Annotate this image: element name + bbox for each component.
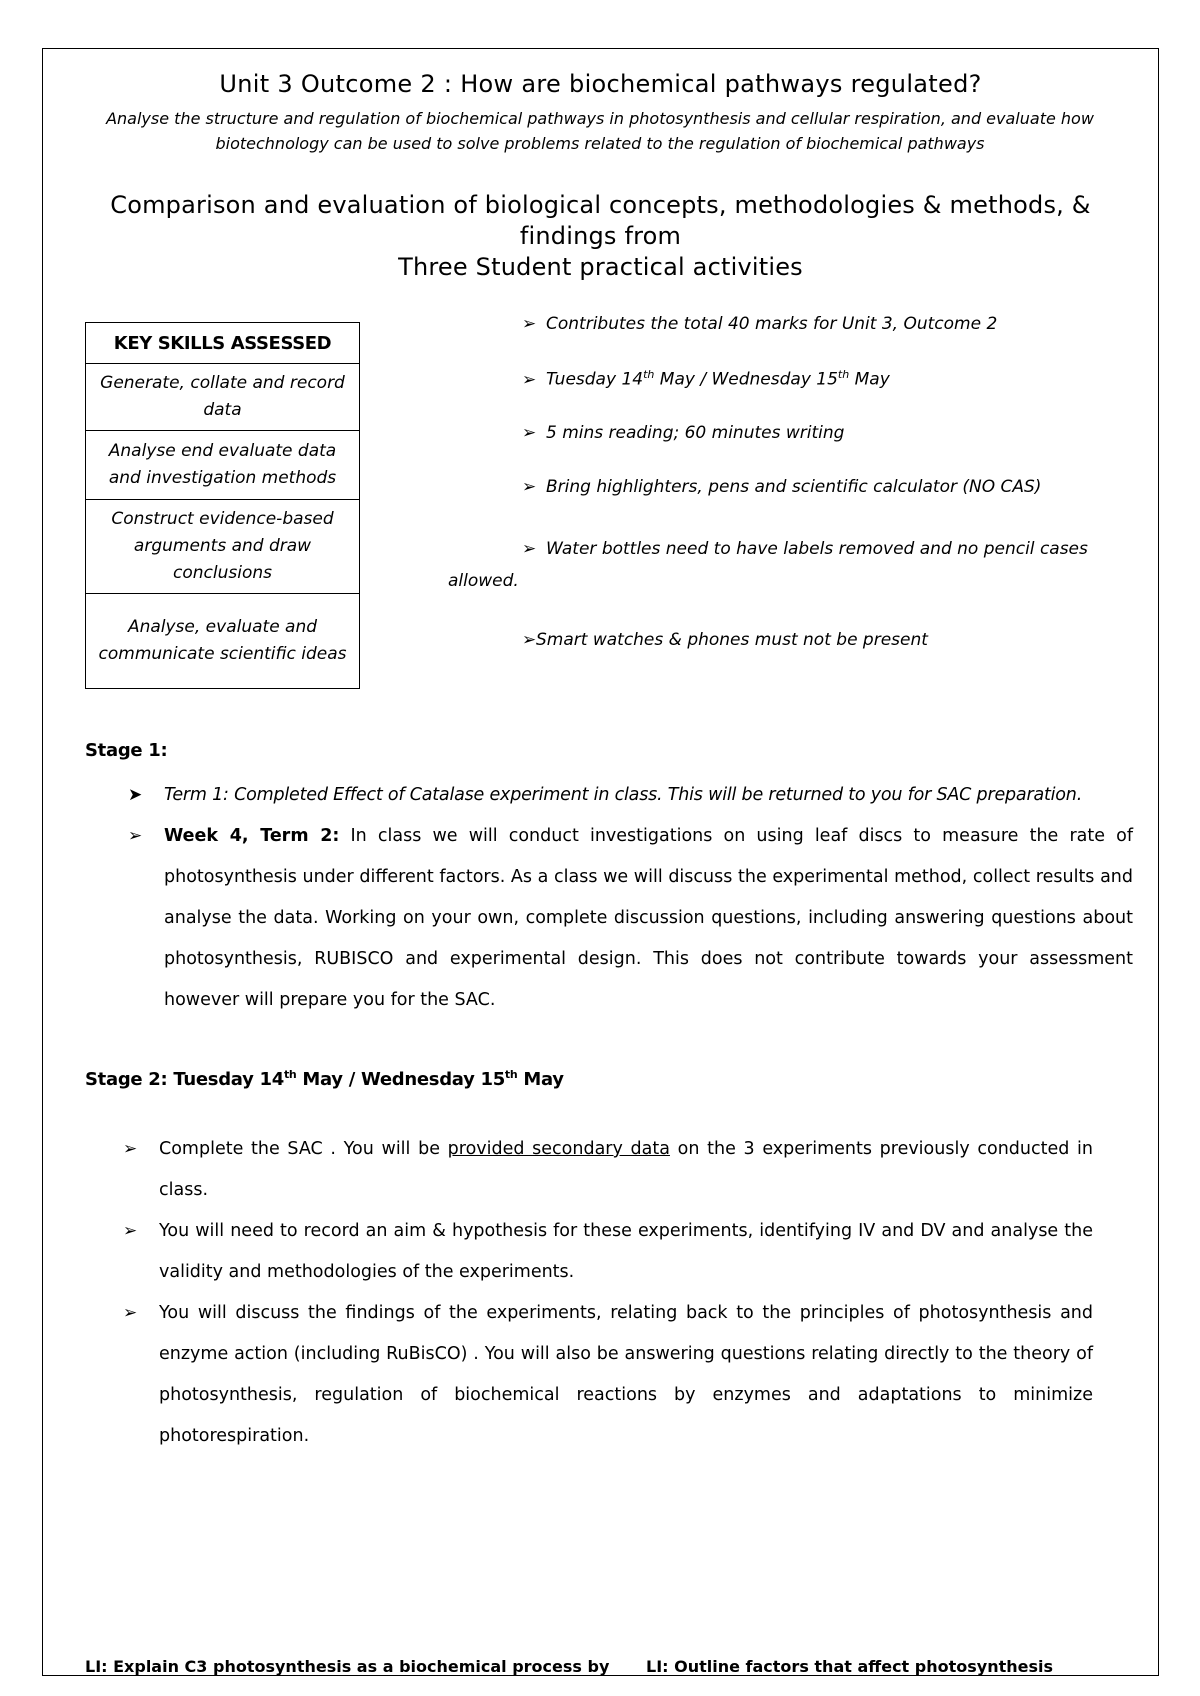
key-skill-cell: Generate, collate and record data [86,364,360,431]
list-item [123,1211,1093,1293]
ordinal-suffix: th [837,368,850,381]
arrow-bullet-icon: ➢ [522,477,537,497]
section-heading-line-1: Comparison and evaluation of biological concepts, methodologies & methods, & [110,191,1091,219]
info-bullet-text: Bring highlighters, pens and scientific calculator (NO CAS) [546,477,1042,497]
learning-intention-right: LI: Outline factors that affect photosynthesis [646,1657,1054,1676]
learning-intention-left: LI: Explain C3 photosynthesis as a biochemical process by [85,1657,610,1676]
list-item [123,1293,1093,1457]
info-bullet-continuation: allowed. [448,571,519,591]
arrow-bullet-icon: ➢ [123,1139,138,1159]
outcome-description [80,106,1120,156]
info-bullet [522,630,928,650]
key-skill-cell: Analyse, evaluate and communicate scientific ideas [86,594,360,689]
stage-2-heading [85,1068,564,1090]
list-item [123,1129,1093,1211]
ordinal-suffix: th [504,1068,518,1081]
date-text: Tuesday 14 [546,369,644,390]
date-text: May / Wednesday 15 [654,369,838,390]
list-item-text: on the 3 experiments previously conducted in class. [159,1139,1093,1200]
ordinal-suffix: th [283,1068,297,1081]
list-item-text: In class we will conduct investigations on using leaf discs to measure the rate of photosynthesis under different factors. As a class we will discuss the experimental method, collect results and analyse the data. Working on your own, complete discussion questions, including answering questions about photosynthesis, RUBISCO and experimental design. This does not contribute towards your assessment however will prepare you for the SAC. [164,826,1133,1010]
outcome-description-line-1: Analyse the structure and regulation of biochemical pathways in photosynthesis and cellular respiration, and evaluate how [106,109,1094,128]
list-item-text: Complete the SAC . You will be [159,1139,448,1159]
ordinal-suffix: th [643,368,655,381]
section-heading [52,190,1149,283]
section-heading-line-3: Three Student practical activities [398,253,803,281]
arrow-bullet-icon: ➢ [123,1221,138,1241]
list-item-text: Term 1: Completed Effect of Catalase experiment in class. This will be returned to you for SAC preparation. [164,785,1083,805]
info-bullet [522,423,844,443]
stage-1-list [128,775,1133,1021]
list-item [128,816,1133,1021]
arrow-bullet-icon: ➤ [128,785,143,805]
info-bullet-text: 5 mins reading; 60 minutes writing [546,423,845,443]
key-skills-table [85,322,360,689]
list-item-label: Week 4, Term 2: [164,826,340,846]
list-item [128,775,1133,816]
arrow-bullet-icon: ➢ [522,314,537,334]
arrow-bullet-icon: ➢ [123,1303,138,1323]
key-skills-header: KEY SKILLS ASSESSED [86,323,360,364]
arrow-bullet-icon: ➢ [522,423,537,443]
info-bullet-dates [522,368,890,390]
arrow-bullet-icon: ➢ [128,826,143,846]
date-text: May [849,369,890,390]
document-title: Unit 3 Outcome 2 : How are biochemical pathways regulated? [219,70,982,98]
section-heading-line-2: findings from [519,222,682,250]
stage-2-list [123,1129,1093,1457]
info-bullet [522,314,997,334]
info-bullet-text: Water bottles need to have labels removed and no pencil cases [546,539,1088,559]
info-bullet [522,477,1041,497]
stage-2-heading-text: Stage 2: Tuesday 14 [85,1069,284,1090]
stage-2-heading-text: May / Wednesday 15 [296,1069,505,1090]
key-skill-cell: Analyse end evaluate data and investigation methods [86,431,360,500]
arrow-bullet-icon: ➢ [522,369,537,390]
outcome-description-line-2: biotechnology can be used to solve problems related to the regulation of biochemical pathways [215,134,985,153]
arrow-bullet-icon: ➢ [522,539,537,559]
list-item-text: You will need to record an aim & hypothesis for these experiments, identifying IV and DV and analyse the validity and methodologies of the experiments. [159,1221,1093,1282]
info-bullet [522,539,1088,559]
arrow-bullet-icon: ➢ [522,630,537,650]
list-item-text: You will discuss the findings of the experiments, relating back to the principles of photosynthesis and enzyme action (including RuBisCO) . You will also be answering questions relating directly to the theory of photosynthesis, regulation of biochemical reactions by enzymes and adaptations to minimize photorespiration. [159,1303,1093,1446]
stage-2-heading-text: May [517,1069,564,1090]
underlined-text: provided secondary data [447,1139,670,1159]
stage-1-heading: Stage 1: [85,740,168,761]
info-bullet-text: Contributes the total 40 marks for Unit 3, Outcome 2 [546,314,998,334]
key-skill-cell: Construct evidence-based arguments and draw conclusions [86,500,360,594]
info-bullet-text: Smart watches & phones must not be present [536,630,928,650]
